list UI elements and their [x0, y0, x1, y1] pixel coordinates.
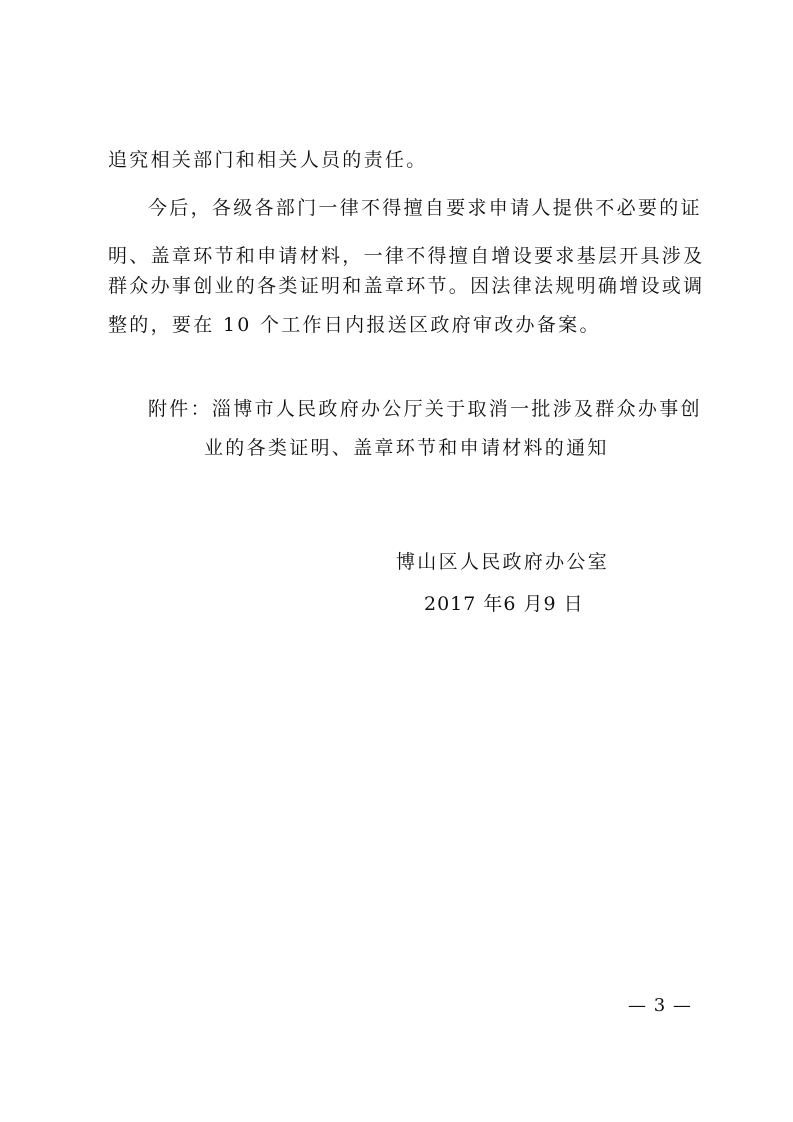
attachment-line-1: 附件：淄博市人民政府办公厅关于取消一批涉及群众办事创 [148, 398, 702, 420]
signature-organization: 博山区人民政府办公室 [396, 551, 610, 573]
body-line-1: 追究相关部门和相关人员的责任。 [108, 149, 428, 171]
page-number: — 3 — [628, 995, 692, 1016]
body-line-2: 今后，各级各部门一律不得擅自要求申请人提供不必要的证 [148, 197, 702, 219]
signature-date: 2017 年6 月9 日 [424, 593, 584, 615]
body-line-3: 明、盖章环节和申请材料，一律不得擅自增设要求基层开具涉及 [108, 245, 705, 267]
attachment-line-2: 业的各类证明、盖章环节和申请材料的通知 [204, 437, 609, 459]
body-line-4: 群众办事创业的各类证明和盖章环节。因法律法规明确增设或调 [108, 275, 705, 297]
body-line-5: 整的，要在 10 个工作日内报送区政府审改办备案。 [108, 314, 601, 336]
